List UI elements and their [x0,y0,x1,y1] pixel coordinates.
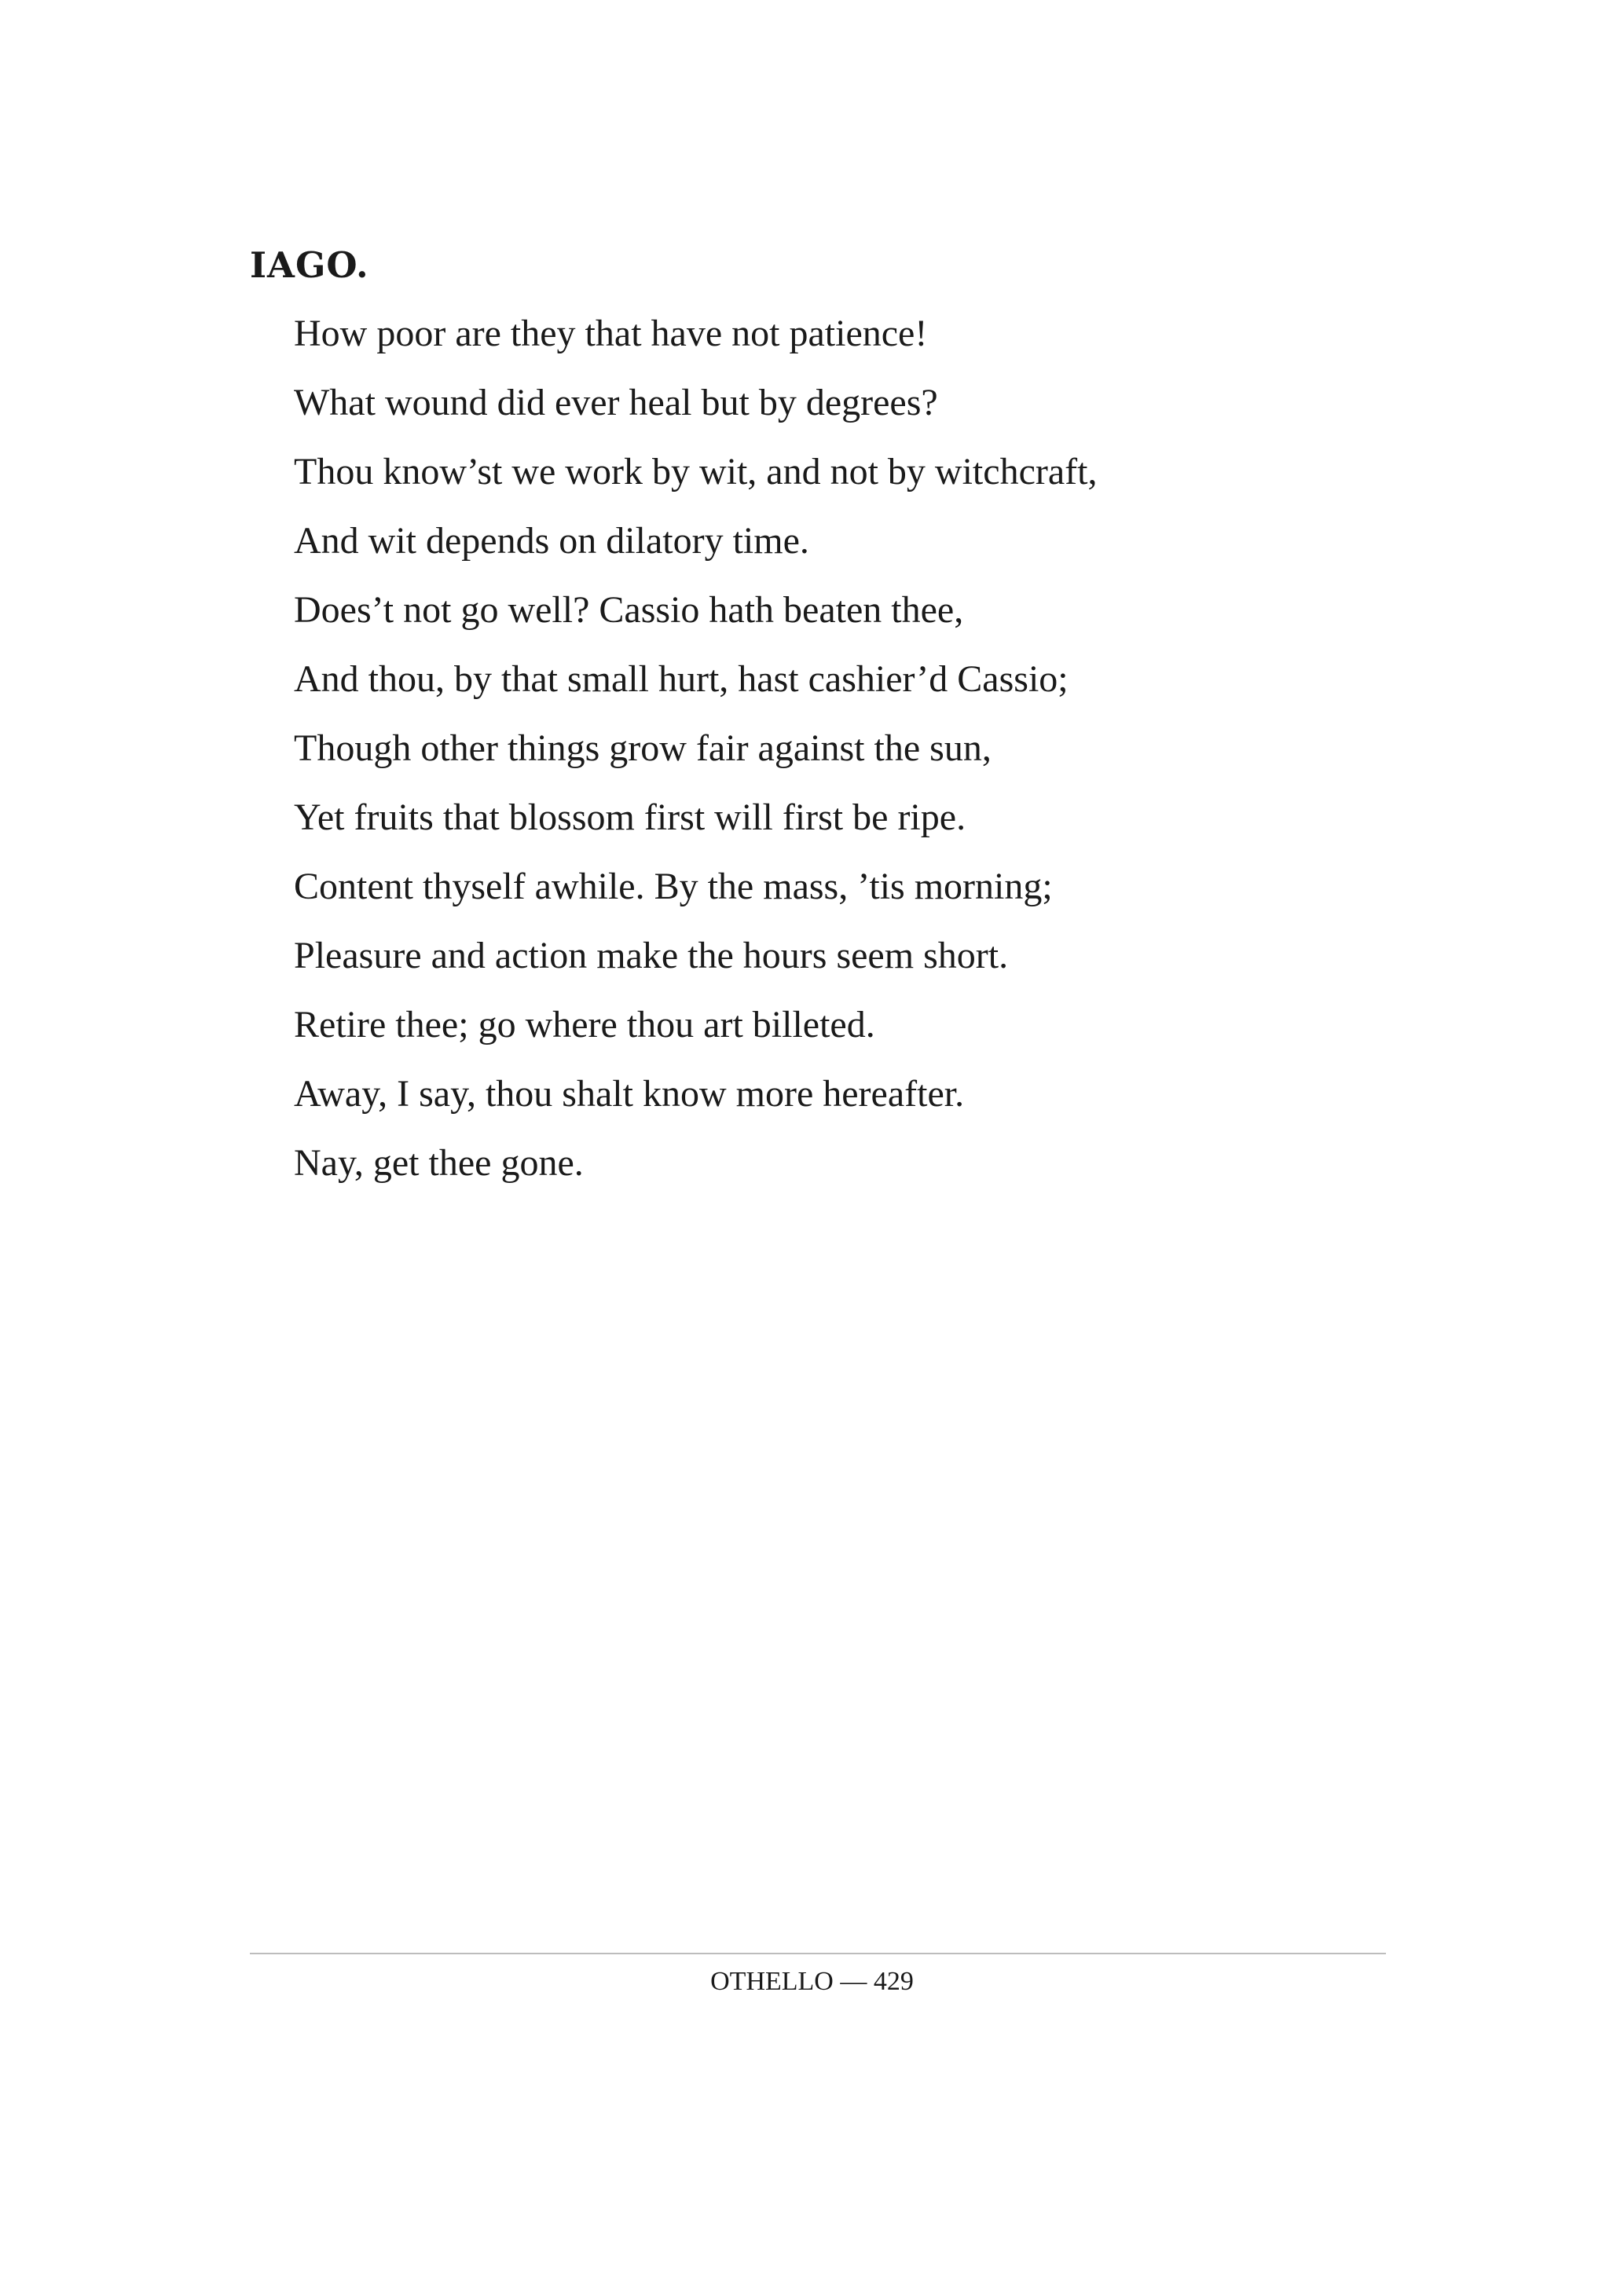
verse-lines [294,309,1097,1208]
verse-line: Thou know’st we work by wit, and not by witchcraft, [294,451,1098,493]
verse-line: And thou, by that small hurt, hast cashier’d Cassio; [294,658,1069,700]
verse-line: How poor are they that have not patience! [294,313,928,354]
speaker-name: IAGO. [250,244,369,286]
verse-line: What wound did ever heal but by degrees? [294,382,938,423]
footer-divider [250,1953,1386,1954]
verse-line: Content thyself awhile. By the mass, ’tis morning; [294,866,1053,907]
verse-line: Away, I say, thou shalt know more hereafter. [294,1073,965,1115]
verse-line: And wit depends on dilatory time. [294,520,809,562]
verse-line: Nay, get thee gone. [294,1142,584,1184]
verse-line: Pleasure and action make the hours seem short. [294,935,1009,976]
verse-line: Though other things grow fair against the sun, [294,727,992,769]
verse-line: Yet fruits that blossom first will first be ripe. [294,796,966,838]
page-footer: OTHELLO — 429 [710,1967,914,1996]
verse-line: Does’t not go well? Cassio hath beaten thee, [294,589,964,631]
verse-line: Retire thee; go where thou art billeted. [294,1004,875,1045]
